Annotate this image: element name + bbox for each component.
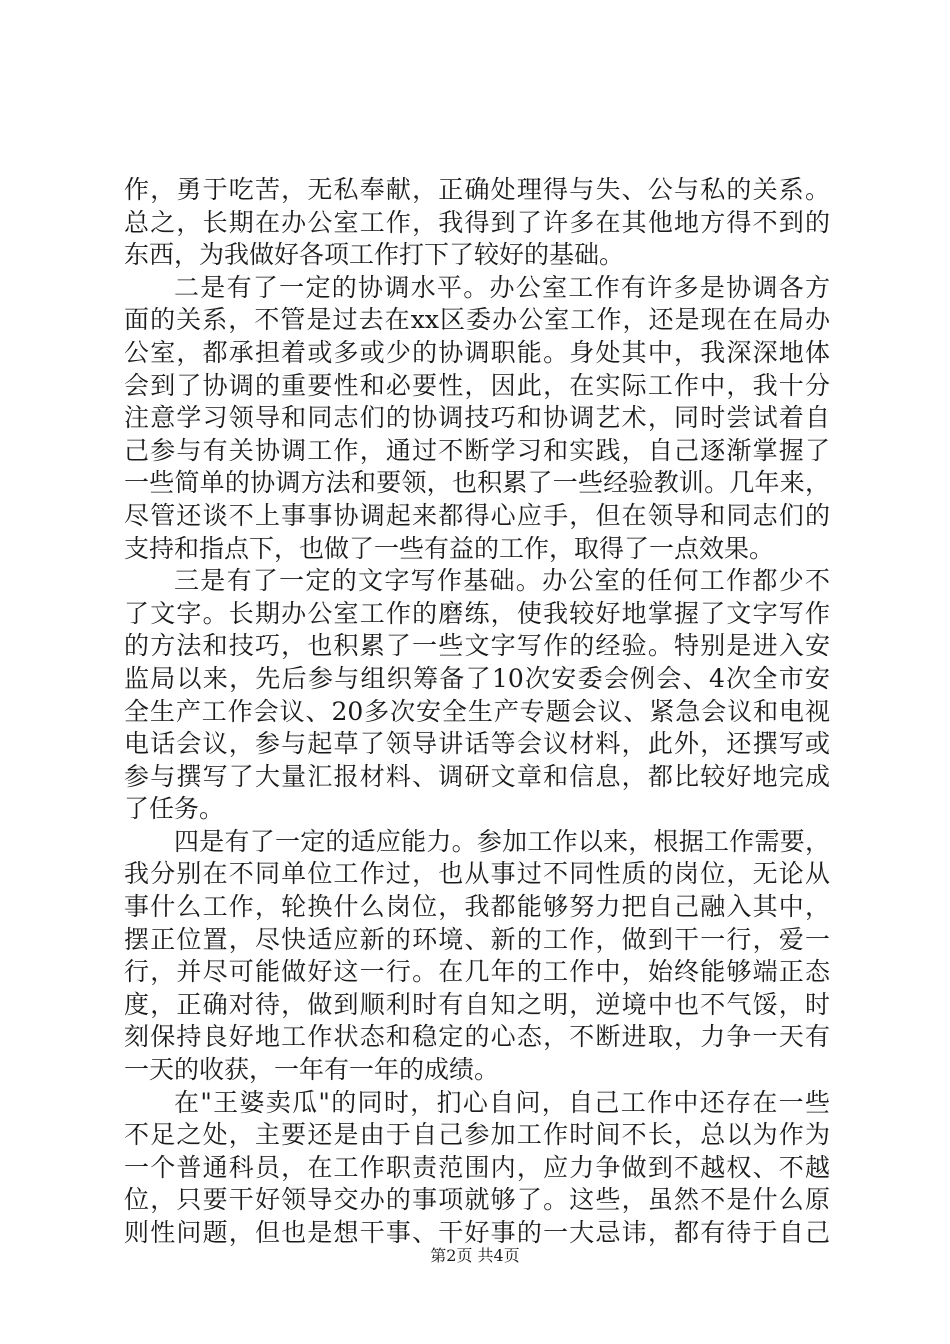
body-text-line: 己参与有关协调工作，通过不断学习和实践，自己逐渐掌握了 <box>124 435 830 465</box>
body-text-line: 一天的收获，一年有一年的成绩。 <box>124 1055 500 1085</box>
page-footer: 第2页 共4页 <box>430 1246 520 1265</box>
body-text-line: 了任务。 <box>124 794 225 824</box>
body-text-line: 二是有了一定的协调水平。办公室工作有许多是协调各方 <box>174 272 830 302</box>
body-text-line: 在"王婆卖瓜"的同时，扪心自问，自己工作中还存在一些 <box>174 1087 830 1117</box>
body-text-line: 位，只要干好领导交办的事项就够了。这些，虽然不是什么原 <box>124 1185 830 1215</box>
body-text-line: 东西，为我做好各项工作打下了较好的基础。 <box>124 240 625 270</box>
body-text-line: 不足之处，主要还是由于自己参加工作时间不长，总以为作为 <box>124 1120 830 1150</box>
body-text-line: 参与撰写了大量汇报材料、调研文章和信息，都比较好地完成 <box>124 761 830 791</box>
body-text-line: 了文字。长期办公室工作的磨练，使我较好地掌握了文字写作 <box>124 598 830 628</box>
body-text-line: 全生产工作会议、20多次安全生产专题会议、紧急会议和电视 <box>124 696 830 726</box>
body-text-line: 监局以来，先后参与组织筹备了10次安委会例会、4次全市安 <box>124 663 830 693</box>
body-text-line: 一些简单的协调方法和要领，也积累了一些经验教训。几年来， <box>124 468 830 498</box>
body-text-line: 电话会议，参与起草了领导讲话等会议材料，此外，还撰写或 <box>124 729 830 759</box>
document-body <box>124 174 830 1250</box>
body-text-line: 的方法和技巧，也积累了一些文字写作的经验。特别是进入安 <box>124 631 830 661</box>
body-text-line: 一个普通科员，在工作职责范围内，应力争做到不越权、不越 <box>124 1152 830 1182</box>
body-text-line: 行，并尽可能做好这一行。在几年的工作中，始终能够端正态 <box>124 957 830 987</box>
body-text-line: 作，勇于吃苦，无私奉献，正确处理得与失、公与私的关系。 <box>124 175 830 204</box>
body-text-line: 则性问题，但也是想干事、干好事的一大忌讳，都有待于自己 <box>124 1218 830 1247</box>
body-text-line: 我分别在不同单位工作过，也从事过不同性质的岗位，无论从 <box>124 859 830 889</box>
body-text-line: 四是有了一定的适应能力。参加工作以来，根据工作需要， <box>174 826 830 856</box>
body-text-line: 面的关系，不管是过去在xx区委办公室工作，还是现在在局办 <box>124 305 830 335</box>
body-text-line: 度，正确对待，做到顺利时有自知之明，逆境中也不气馁，时 <box>124 989 830 1019</box>
body-text-line: 公室，都承担着或多或少的协调职能。身处其中，我深深地体 <box>124 337 830 367</box>
body-text-line: 刻保持良好地工作状态和稳定的心态，不断进取，力争一天有 <box>124 1022 830 1052</box>
body-text-line: 摆正位置，尽快适应新的环境、新的工作，做到干一行，爱一 <box>124 924 830 954</box>
body-text-line: 总之，长期在办公室工作，我得到了许多在其他地方得不到的 <box>124 207 830 237</box>
body-text-line: 支持和指点下，也做了一些有益的工作，取得了一点效果。 <box>124 533 775 563</box>
body-text-line: 三是有了一定的文字写作基础。办公室的任何工作都少不 <box>174 566 830 596</box>
body-text-line: 注意学习领导和同志们的协调技巧和协调艺术，同时尝试着自 <box>124 403 830 433</box>
body-text-line: 会到了协调的重要性和必要性，因此，在实际工作中，我十分 <box>124 370 830 400</box>
body-text-line: 尽管还谈不上事事协调起来都得心应手，但在领导和同志们的 <box>124 500 830 530</box>
body-text-line: 事什么工作，轮换什么岗位，我都能够努力把自己融入其中， <box>124 892 830 922</box>
